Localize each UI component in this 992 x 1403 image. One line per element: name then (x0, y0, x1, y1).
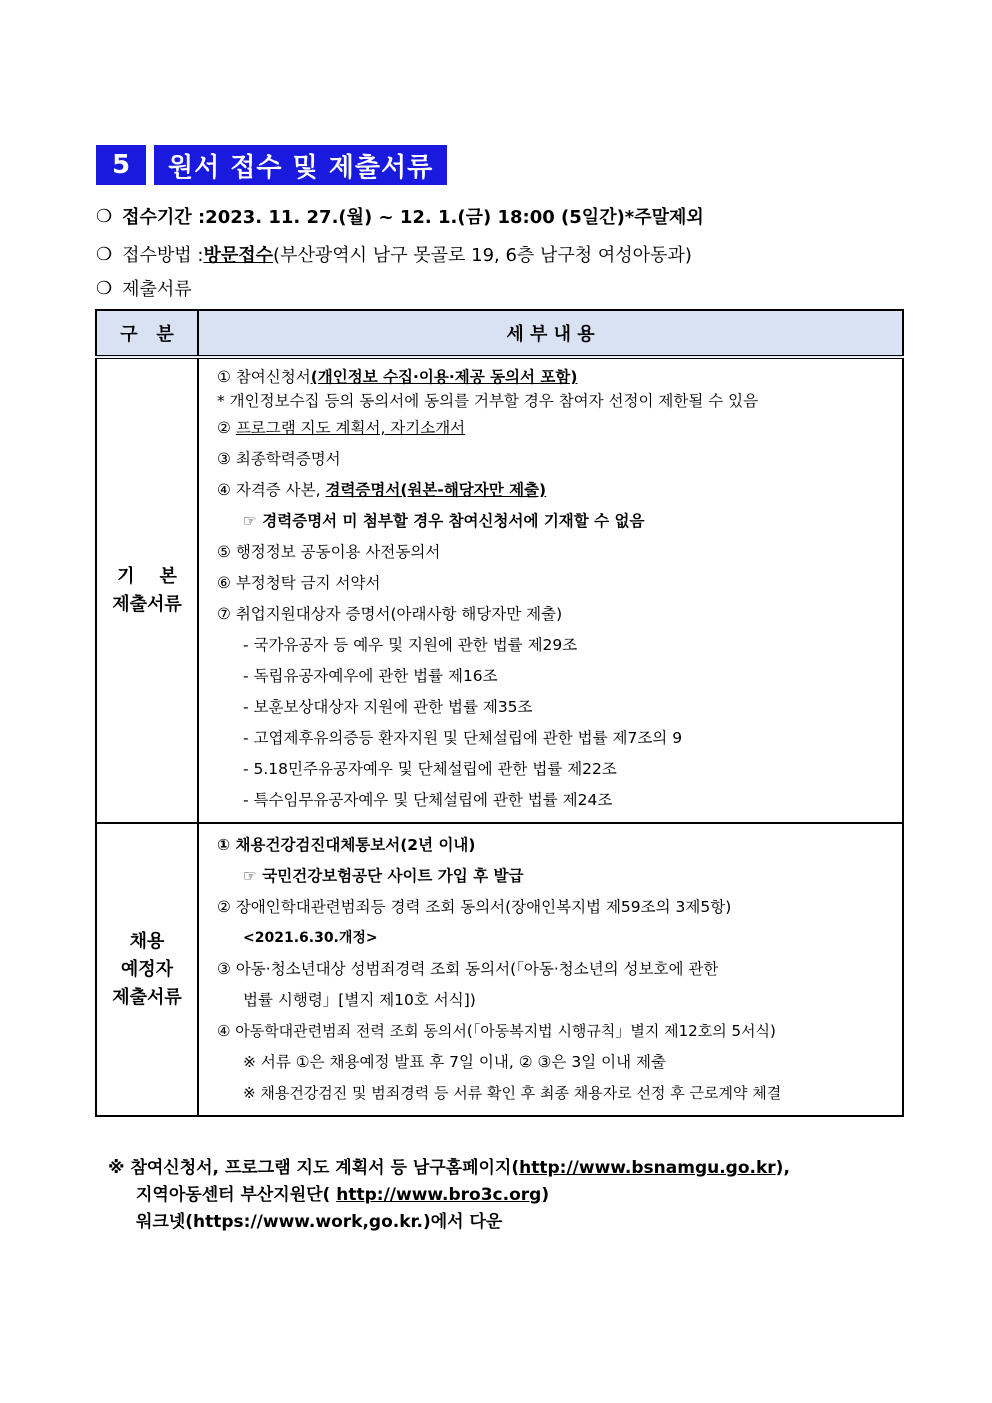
category-basic (96, 357, 198, 823)
category-line: 예정자 (120, 958, 174, 980)
list-item: ③ 아동·청소년대상 성범죄경력 조회 동의서(「아동·청소년의 성보호에 관한 (217, 960, 719, 978)
category-line: 제출서류 (112, 986, 182, 1008)
list-item: ④ 아동학대관련범죄 전력 조회 동의서(「아동복지법 시행규칙」별지 제12호의 5서식) (217, 1022, 776, 1040)
list-item-note: ☞ 경력증명서 미 첨부할 경우 참여신청서에 기재할 수 없음 (243, 512, 645, 530)
footer-line: 지역아동센터 부산지원단( http://www.bro3c.org) (136, 1185, 550, 1205)
list-item: ④ 자격증 사본, 경력증명서(원본-해당자만 제출) (217, 481, 547, 499)
law-item: - 5.18민주유공자예우 및 단체설립에 관한 법률 제22조 (243, 760, 617, 778)
bullet-documents (96, 275, 192, 301)
list-item: ① 참여신청서(개인정보 수집·이용·제공 동의서 포함) (217, 368, 578, 386)
link-bro3c[interactable]: http://www.bro3c.org (336, 1185, 542, 1205)
circle-bullet-icon: ❍ (96, 277, 113, 299)
table-row (96, 357, 903, 823)
bullet-value: (부산광역시 남구 못골로 19, 6층 남구청 여성아동과) (273, 245, 692, 266)
list-item-note: <2021.6.30.개정> (243, 930, 378, 946)
bullet-value: 2023. 11. 27.(월) ~ 12. 1.(금) 18:00 (5일간)*주말제외 (205, 207, 704, 228)
law-item: - 보훈보상대상자 지원에 관한 법률 제35조 (243, 698, 533, 716)
bullet-label: 접수방법 : (122, 245, 204, 266)
header-details: 세 부 내 용 (198, 310, 903, 357)
details-basic (198, 357, 903, 823)
documents-table (95, 309, 904, 1117)
list-item-note: ☞ 국민건강보험공단 사이트 가입 후 발급 (243, 867, 524, 885)
list-item-note: ※ 서류 ①은 채용예정 발표 후 7일 이내, ② ③은 3일 이내 제출 (243, 1053, 666, 1071)
details-hiring (198, 823, 903, 1116)
list-item: ③ 최종학력증명서 (217, 450, 341, 468)
list-item-note: * 개인정보수집 등의 동의서에 동의를 거부할 경우 참여자 선정이 제한될 수 있음 (217, 392, 759, 410)
list-item: ⑥ 부정청탁 금지 서약서 (217, 574, 381, 592)
list-item: ② 장애인학대관련범죄등 경력 조회 동의서(장애인복지법 제59조의 3제5항) (217, 898, 732, 916)
footer-note (108, 1155, 790, 1236)
bullet-label: 제출서류 (122, 279, 192, 300)
section-header (96, 145, 447, 185)
category-line: 제출서류 (112, 593, 182, 615)
header-category: 구 분 (96, 310, 198, 357)
category-line: 기 본 (117, 565, 177, 587)
law-item: - 독립유공자예우에 관한 법률 제16조 (243, 667, 498, 685)
law-item: - 고엽제후유의증등 환자지원 및 단체설립에 관한 법률 제7조의 9 (243, 729, 683, 747)
list-item: ① 채용건강검진대체통보서(2년 이내) (217, 836, 476, 854)
list-item: ② 프로그램 지도 계획서, 자기소개서 (217, 419, 466, 437)
table-row (96, 823, 903, 1116)
link-namgu[interactable]: http://www.bsnamgu.go.kr (519, 1158, 776, 1178)
bullet-value-underlined: 방문접수 (203, 245, 274, 266)
law-item: - 국가유공자 등 예우 및 지원에 관한 법률 제29조 (243, 636, 578, 654)
list-item: ⑤ 행정정보 공동이용 사전동의서 (217, 543, 441, 561)
footer-line: ※ 참여신청서, 프로그램 지도 계획서 등 남구홈페이지(http://www.bsnamgu.go.kr), (108, 1158, 790, 1178)
circle-bullet-icon: ❍ (96, 205, 113, 227)
table-header-row (96, 310, 903, 357)
list-item: ⑦ 취업지원대상자 증명서(아래사항 해당자만 제출) (217, 605, 563, 623)
bullet-method (96, 241, 692, 267)
category-line: 채용 (129, 930, 165, 952)
section-number: 5 (96, 145, 146, 185)
footer-line: 워크넷(https://www.work,go.kr.)에서 다운 (136, 1212, 503, 1232)
circle-bullet-icon: ❍ (96, 243, 113, 265)
bullet-period (96, 203, 704, 229)
bullet-label: 접수기간 : (122, 207, 206, 228)
law-item: - 특수임무유공자예우 및 단체설립에 관한 법률 제24조 (243, 791, 613, 809)
list-item-note: ※ 채용건강검진 및 범죄경력 등 서류 확인 후 최종 채용자로 선정 후 근로계약 체결 (243, 1084, 782, 1102)
list-item-cont: 법률 시행령」[별지 제10호 서식]) (243, 991, 476, 1009)
section-title: 원서 접수 및 제출서류 (154, 145, 447, 185)
category-hiring (96, 823, 198, 1116)
